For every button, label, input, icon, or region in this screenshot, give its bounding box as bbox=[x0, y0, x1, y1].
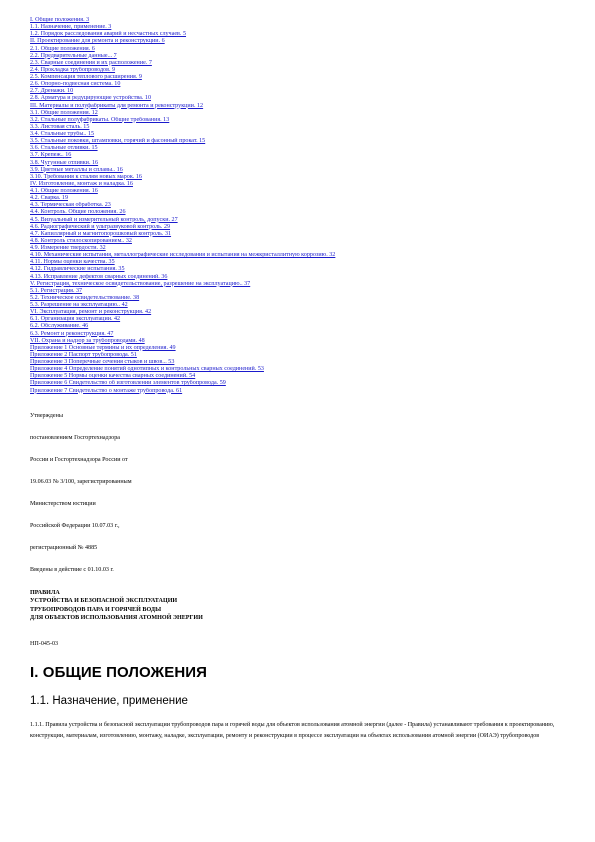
section-heading: I. ОБЩИЕ ПОЛОЖЕНИЯ bbox=[30, 663, 208, 681]
toc-item bbox=[30, 67, 565, 74]
toc-item bbox=[30, 380, 565, 387]
toc-item bbox=[30, 288, 565, 295]
toc-link[interactable]: 2.1. Общие положения. 6 bbox=[30, 45, 95, 52]
toc-link[interactable]: 3.8. Чугунные отливки. 16 bbox=[30, 159, 99, 166]
toc-link[interactable]: 5.3. Разрешение на эксплуатацию.. 42 bbox=[30, 302, 128, 308]
toc-link[interactable]: 4.4. Контроль. Общие положения. 26 bbox=[30, 209, 126, 216]
body-paragraph: 1.1.1. Правила устройства и безопасной эксплуатации трубопроводов пара и горячей воды для объектов использования атомной энергии (далее - Правила) устанавливают требования к проектированию, конструкции, материалам, изготовлению, монтажу, наладке, эксплуатации, ремонту и реконструкции в процессе эксплуатации на объектах использования атомной энергии (ОИАЭ) трубопроводов bbox=[30, 721, 555, 740]
toc-link[interactable]: IV. Изготовление, монтаж и наладка. 16 bbox=[30, 180, 133, 187]
approval-line: 19.06.03 № 3/100, зарегистрированным bbox=[30, 478, 132, 485]
toc-item bbox=[30, 259, 565, 266]
toc-link[interactable]: 3.6. Стальные отливки. 15 bbox=[30, 145, 98, 152]
toc-item bbox=[30, 245, 565, 252]
toc-link[interactable]: VII. Охрана и надзор за трубопроводами. 48 bbox=[30, 337, 145, 344]
toc-link[interactable]: Приложение 7 Свидетельство о монтаже трубопровода. 61 bbox=[30, 387, 183, 394]
toc-item bbox=[30, 188, 565, 195]
toc-item bbox=[30, 295, 565, 302]
toc-link[interactable]: I. Общие положения. 3 bbox=[30, 17, 90, 23]
toc-item bbox=[30, 174, 565, 181]
approval-line: Введены в действие с 01.10.03 г. bbox=[30, 566, 114, 573]
toc-item bbox=[30, 17, 565, 24]
toc-link[interactable]: 2.8. Арматура и редуцирующие устройства. 10 bbox=[30, 95, 152, 102]
toc-link[interactable]: 4.10. Механические испытания, металлографические исследования и испытания на межкристаллитную коррозию. 32 bbox=[30, 252, 336, 259]
toc-item bbox=[30, 88, 565, 95]
toc-link[interactable]: 3.9. Цветные металлы и сплавы.. 16 bbox=[30, 166, 123, 173]
toc-item bbox=[30, 209, 565, 216]
approval-line: Министерством юстиции bbox=[30, 500, 96, 507]
toc-item bbox=[30, 74, 565, 81]
toc-item bbox=[30, 195, 565, 202]
rules-title-line: ТРУБОПРОВОДОВ ПАРА И ГОРЯЧЕЙ ВОДЫ bbox=[30, 606, 162, 613]
toc-link[interactable]: 6.1. Организация эксплуатации. 42 bbox=[30, 316, 121, 323]
toc-link[interactable]: 2.4. Прокладка трубопроводов. 9 bbox=[30, 66, 116, 73]
toc-item bbox=[30, 231, 565, 238]
toc-item bbox=[30, 359, 565, 366]
toc-item bbox=[30, 217, 565, 224]
approval-line: Российской Федерации 10.07.03 г., bbox=[30, 522, 120, 529]
toc-link[interactable]: 2.2. Предварительные данные... 7 bbox=[30, 52, 117, 59]
approval-block bbox=[30, 413, 565, 574]
toc-item bbox=[30, 160, 565, 167]
toc-item bbox=[30, 345, 565, 352]
toc-item bbox=[30, 331, 565, 338]
toc-item bbox=[30, 31, 565, 38]
toc-item bbox=[30, 145, 565, 152]
toc-link[interactable]: 6.2. Обслуживание. 46 bbox=[30, 323, 89, 330]
toc-item bbox=[30, 38, 565, 45]
table-of-contents bbox=[30, 17, 565, 395]
toc-item bbox=[30, 60, 565, 67]
toc-link[interactable]: 3.5. Стальные поковки, штамповки, горячий и фасонный прокат. 15 bbox=[30, 138, 206, 145]
toc-item bbox=[30, 110, 565, 117]
toc-item bbox=[30, 24, 565, 31]
approval-line: регистрационный № 4885 bbox=[30, 544, 98, 551]
document-code: НП-045-03 bbox=[30, 640, 59, 647]
rules-title-line: ДЛЯ ОБЪЕКТОВ ИСПОЛЬЗОВАНИЯ АТОМНОЙ ЭНЕРГИИ bbox=[30, 615, 203, 622]
toc-item bbox=[30, 46, 565, 53]
toc-link[interactable]: 2.7. Дренажи. 10 bbox=[30, 88, 74, 95]
rules-title-line: УСТРОЙСТВА И БЕЗОПАСНОЙ ЭКСПЛУАТАЦИИ bbox=[30, 598, 178, 605]
toc-link[interactable]: 1.2. Порядок расследования аварий и несчастных случаев. 5 bbox=[30, 31, 187, 38]
toc-link[interactable]: Приложение 1 Основные термины и их определения. 49 bbox=[30, 344, 176, 351]
toc-link[interactable]: Приложение 6 Свидетельство об изготовлении элементов трубопровода. 59 bbox=[30, 380, 226, 387]
toc-link[interactable]: 5.1. Регистрация. 37 bbox=[30, 287, 83, 294]
toc-link[interactable]: Приложение 4 Определение понятий однотипных и контрольных сварных соединений. 53 bbox=[30, 366, 264, 373]
toc-item bbox=[30, 238, 565, 245]
toc-link[interactable]: 2.5. Компенсация теплового расширения. 9 bbox=[30, 74, 142, 80]
toc-item bbox=[30, 53, 565, 60]
toc-item bbox=[30, 224, 565, 231]
toc-link[interactable]: II. Проектирование для ремонта и реконструкции. 6 bbox=[30, 38, 165, 45]
toc-link[interactable]: 4.9. Измерение твердости. 32 bbox=[30, 245, 106, 251]
toc-link[interactable]: 3.3. Листовая сталь. 15 bbox=[30, 123, 90, 130]
toc-item bbox=[30, 103, 565, 110]
rules-title-line: ПРАВИЛА bbox=[30, 589, 60, 596]
toc-link[interactable]: III. Материалы и полуфабрикаты для ремонта и реконструкции. 12 bbox=[30, 102, 204, 109]
toc-item bbox=[30, 302, 565, 309]
toc-link[interactable]: Приложение 3 Поперечные сечения стыков и швов... 53 bbox=[30, 359, 175, 365]
toc-item bbox=[30, 373, 565, 380]
approval-line: России и Госгортехнадзора России от bbox=[30, 456, 128, 463]
toc-link[interactable]: 3.2. Стальные полуфабрикаты. Общие требования. 13 bbox=[30, 116, 170, 123]
toc-item bbox=[30, 117, 565, 124]
toc-link[interactable]: 4.2. Сварка. 19 bbox=[30, 195, 68, 202]
toc-link[interactable]: V. Регистрация, техническое освидетельствование, разрешение на эксплуатацию.. 37 bbox=[30, 280, 251, 287]
toc-item bbox=[30, 202, 565, 209]
toc-link[interactable]: Приложение 2 Паспорт трубопровода. 51 bbox=[30, 351, 137, 358]
toc-link[interactable]: 3.4. Стальные трубы.. 15 bbox=[30, 131, 95, 137]
toc-link[interactable]: 3.1. Общие положения. 12 bbox=[30, 109, 98, 116]
toc-link[interactable]: 4.11. Нормы оценки качества. 35 bbox=[30, 259, 115, 266]
toc-item bbox=[30, 309, 565, 316]
toc-link[interactable]: 4.13. Исправление дефектов сварных соединений. 36 bbox=[30, 273, 168, 280]
toc-link[interactable]: 3.7. Крепеж.. 16 bbox=[30, 152, 72, 159]
rules-title bbox=[30, 589, 565, 623]
toc-item bbox=[30, 323, 565, 330]
toc-item bbox=[30, 274, 565, 281]
toc-link[interactable]: 3.10. Требования к сталям новых марок. 16 bbox=[30, 173, 142, 180]
toc-item bbox=[30, 316, 565, 323]
toc-item bbox=[30, 124, 565, 131]
toc-link[interactable]: 5.2. Техническое освидетельствование. 38 bbox=[30, 294, 140, 301]
toc-link[interactable]: 4.12. Гидравлические испытания. 35 bbox=[30, 266, 125, 273]
toc-item bbox=[30, 338, 565, 345]
toc-link[interactable]: 2.6. Опорно-подвесная система. 10 bbox=[30, 81, 121, 88]
subsection-heading: 1.1. Назначение, применение bbox=[30, 694, 188, 707]
toc-link[interactable]: Приложение 5 Нормы оценки качества сварных соединений. 54 bbox=[30, 373, 196, 380]
toc-link[interactable]: 4.7. Капиллярный и магнитопорошковый контроль. 31 bbox=[30, 230, 172, 237]
toc-item bbox=[30, 131, 565, 138]
toc-item bbox=[30, 388, 565, 395]
toc-item bbox=[30, 252, 565, 259]
toc-link[interactable]: 2.3. Сварные соединения и их расположение. 7 bbox=[30, 59, 152, 66]
toc-item bbox=[30, 181, 565, 188]
toc-item bbox=[30, 266, 565, 273]
toc-link[interactable]: VI. Эксплуатация, ремонт и реконструкция. 42 bbox=[30, 309, 152, 316]
toc-item bbox=[30, 95, 565, 102]
toc-item bbox=[30, 281, 565, 288]
toc-item bbox=[30, 138, 565, 145]
toc-item bbox=[30, 352, 565, 359]
toc-item bbox=[30, 152, 565, 159]
approval-line: постановлением Госгортехнадзора bbox=[30, 434, 120, 441]
toc-link[interactable]: 6.3. Ремонт и реконструкция. 47 bbox=[30, 330, 114, 337]
toc-link[interactable]: 4.3. Термическая обработка. 23 bbox=[30, 202, 111, 209]
toc-item bbox=[30, 167, 565, 174]
toc-link[interactable]: 4.8. Контроль стилоскопированием.. 32 bbox=[30, 237, 132, 244]
toc-item bbox=[30, 366, 565, 373]
toc-link[interactable]: 4.6. Радиографический и ультразвуковой контроль. 29 bbox=[30, 223, 171, 230]
toc-link[interactable]: 4.5. Визуальный и измерительный контроль, допуски. 27 bbox=[30, 216, 178, 223]
toc-link[interactable]: 1.1. Назначение, применение. 3 bbox=[30, 24, 112, 31]
toc-link[interactable]: 4.1. Общие положения. 16 bbox=[30, 188, 98, 194]
approval-line: Утверждены bbox=[30, 412, 63, 419]
toc-item bbox=[30, 81, 565, 88]
